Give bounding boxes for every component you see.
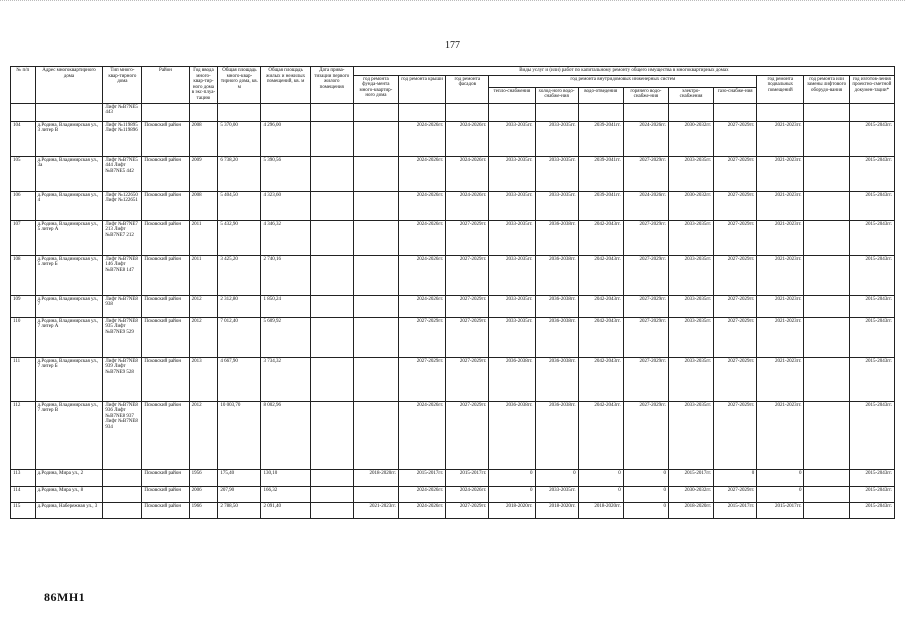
cell-found bbox=[353, 295, 398, 317]
cell-address: д.Родина, Владимирская ул., 4 bbox=[35, 191, 103, 220]
cell-sewer: 2018-2020гг. bbox=[578, 502, 623, 518]
cell-total: 4 667,90 bbox=[218, 357, 261, 401]
cell-lift bbox=[804, 486, 849, 502]
cell-district: Псковский район bbox=[142, 156, 189, 191]
cell-proj: 2015-2043гг. bbox=[849, 469, 894, 486]
table-row bbox=[11, 317, 895, 357]
cell-gas: 2027-2029гг. bbox=[714, 220, 757, 255]
table-row bbox=[11, 401, 895, 469]
table-body bbox=[11, 103, 895, 518]
page-number: 177 bbox=[445, 40, 460, 51]
table-row bbox=[11, 486, 895, 502]
cell-base: 2021-2023гг. bbox=[757, 357, 804, 401]
cell-priv bbox=[310, 255, 353, 295]
cell-roof: 2024-2026гг. bbox=[398, 156, 445, 191]
cell-district: Псковский район bbox=[142, 255, 189, 295]
header-foundation: год ремонта фунда-мента много-квартир-ного дома bbox=[353, 75, 398, 103]
cell-hot: 0 bbox=[623, 486, 668, 502]
cell-found: 2021-2023гг. bbox=[353, 502, 398, 518]
cell-num: 111 bbox=[11, 357, 36, 401]
cell-elec: 2033-2035гг. bbox=[668, 220, 713, 255]
cell-heat: 2033-2035гг. bbox=[489, 156, 535, 191]
header-project: год изготов-ления проектно-сметной докумен-тации* bbox=[849, 75, 894, 103]
cell-priv bbox=[310, 220, 353, 255]
cell-address: д.Родина, Владимирская ул., 5 литер Б bbox=[35, 255, 103, 295]
cell-living: 2 091,40 bbox=[261, 502, 310, 518]
cell-elec: 2033-2035гг. bbox=[668, 401, 713, 469]
header-district: Район bbox=[142, 67, 189, 104]
cell-priv bbox=[310, 357, 353, 401]
table-row bbox=[11, 295, 895, 317]
header-electricity: электро-снабжения bbox=[668, 87, 713, 103]
cell-living: 5 390,56 bbox=[261, 156, 310, 191]
header-type: Тип много-квар-тирного дома bbox=[103, 67, 142, 104]
cell-heat: 2033-2035гг. bbox=[489, 191, 535, 220]
cell-sewer: 2039-2041гг. bbox=[578, 156, 623, 191]
header-year: Год ввода много-квар-тир-ного дома в экс-плуа-тацию bbox=[189, 67, 218, 104]
cell-sewer: 2042-2043гг. bbox=[578, 357, 623, 401]
cell-gas: 2027-2029гг. bbox=[714, 295, 757, 317]
cell-num: 113 bbox=[11, 469, 36, 486]
header-group-title: Виды услуг и (или) работ по капитальному ремонту общего имущества в многоквартирных домах bbox=[353, 67, 894, 76]
cell-lift bbox=[804, 156, 849, 191]
cell-district: Псковский район bbox=[142, 220, 189, 255]
cell-priv bbox=[310, 401, 353, 469]
cell-total: 2 312,80 bbox=[218, 295, 261, 317]
cell-cold: 2036-2038гг. bbox=[535, 220, 578, 255]
cell-proj: 2015-2043гг. bbox=[849, 486, 894, 502]
cell-found bbox=[353, 486, 398, 502]
cell-cold: 2033-2035гг. bbox=[535, 121, 578, 156]
cell-year: 1956 bbox=[189, 469, 218, 486]
cell-lift bbox=[804, 295, 849, 317]
cell-priv bbox=[310, 469, 353, 486]
cell-type: Лифт №В7NЕ5 444 Лифт №В7NЕ5 442 bbox=[103, 156, 142, 191]
cell-lift bbox=[804, 255, 849, 295]
cell-living: 4 346,32 bbox=[261, 220, 310, 255]
cell-roof: 2027-2029гг. bbox=[398, 317, 445, 357]
header-num: № п/п bbox=[11, 67, 36, 104]
cell-district: Псковский район bbox=[142, 121, 189, 156]
header-heat: тепло-снабжения bbox=[489, 87, 535, 103]
cell-year: 2009 bbox=[189, 156, 218, 191]
cell-hot: 2027-2029гг. bbox=[623, 357, 668, 401]
cell-sewer: 2042-2043гг. bbox=[578, 401, 623, 469]
cell-year: 2006 bbox=[189, 486, 218, 502]
cell-cold: 2033-2035гг. bbox=[535, 156, 578, 191]
cell-gas: 0 bbox=[714, 469, 757, 486]
cell-hot: 2024-2026гг. bbox=[623, 121, 668, 156]
cell-lift bbox=[804, 357, 849, 401]
cell-total: 3 425,20 bbox=[218, 255, 261, 295]
cell-cold: 2036-2038гг. bbox=[535, 401, 578, 469]
cell-living: 166,32 bbox=[261, 486, 310, 502]
cell-year: 2012 bbox=[189, 317, 218, 357]
cell-roof: 2024-2026гг. bbox=[398, 502, 445, 518]
cell-facade: 2027-2029гг. bbox=[446, 295, 489, 317]
cell-num: 106 bbox=[11, 191, 36, 220]
cell-year: 2012 bbox=[189, 295, 218, 317]
cell-base: 2015-2017гг. bbox=[757, 502, 804, 518]
cell-facade: 2027-2029гг. bbox=[446, 357, 489, 401]
cell-hot: 2027-2029гг. bbox=[623, 156, 668, 191]
cell-heat: 2036-2038гг. bbox=[489, 357, 535, 401]
cell-lift bbox=[804, 317, 849, 357]
cell-roof: 2024-2026гг. bbox=[398, 401, 445, 469]
cell-living: 1 850,24 bbox=[261, 295, 310, 317]
cell-district: Псковский район bbox=[142, 469, 189, 486]
document-code: 86МН1 bbox=[44, 590, 86, 604]
table-row bbox=[11, 469, 895, 486]
cell-roof: 2027-2029гг. bbox=[398, 357, 445, 401]
capital-repair-table bbox=[10, 66, 895, 519]
cell-heat: 2033-2035гг. bbox=[489, 317, 535, 357]
cell-address: д.Родина, Владимирская ул., 5 литер А bbox=[35, 220, 103, 255]
cell-heat: 2018-2020гг. bbox=[489, 502, 535, 518]
cell-hot: 2027-2029гг. bbox=[623, 401, 668, 469]
cell-num: 112 bbox=[11, 401, 36, 469]
cell-base: 0 bbox=[757, 486, 804, 502]
cell-sewer: 2042-2043гг. bbox=[578, 317, 623, 357]
cell-proj: 2015-2043гг. bbox=[849, 357, 894, 401]
cell-year: 2012 bbox=[189, 401, 218, 469]
cell-elec: 2033-2035гг. bbox=[668, 317, 713, 357]
cell-type bbox=[103, 469, 142, 486]
cell-district: Псковский район bbox=[142, 486, 189, 502]
cell-total: 6 738,20 bbox=[218, 156, 261, 191]
cell-cold: 2033-2035гг. bbox=[535, 191, 578, 220]
cell-total: 175,40 bbox=[218, 469, 261, 486]
cell-cold: 2036-2038гг. bbox=[535, 295, 578, 317]
cell-year: 2011 bbox=[189, 255, 218, 295]
cell-base: 0 bbox=[757, 469, 804, 486]
cell-type bbox=[103, 486, 142, 502]
cell-base: 2021-2023гг. bbox=[757, 317, 804, 357]
cell-district: Псковский район bbox=[142, 401, 189, 469]
cell-proj: 2015-2043гг. bbox=[849, 502, 894, 518]
cell-elec: 2015-2017гг. bbox=[668, 469, 713, 486]
cell-type: Лифт №В7NЕ8 935 Лифт №В7NЕ9 529 bbox=[103, 317, 142, 357]
cell-address: д.Родина, Владимирская ул., 3а bbox=[35, 156, 103, 191]
cell-gas: 2027-2029гг. bbox=[714, 317, 757, 357]
header-lift: год ремонта или замены лифтового оборудо-вания bbox=[804, 75, 849, 103]
cell-roof: 2024-2026гг. bbox=[398, 220, 445, 255]
header-roof: год ремонта крыши bbox=[398, 75, 445, 103]
cell-address: д.Родина, Мира ул., 8 bbox=[35, 486, 103, 502]
cell-base: 2021-2023гг. bbox=[757, 295, 804, 317]
cell-hot: 2027-2029гг. bbox=[623, 220, 668, 255]
cell-sewer: 0 bbox=[578, 469, 623, 486]
cell-district: Псковский район bbox=[142, 295, 189, 317]
header-row-1 bbox=[11, 67, 895, 76]
cell-total: 207,90 bbox=[218, 486, 261, 502]
cell-address: д.Родина, Мира ул., 2 bbox=[35, 469, 103, 486]
cell-address: д.Родина, Владимирская ул., 7 литер А bbox=[35, 317, 103, 357]
cell-proj: 2015-2043гг. bbox=[849, 121, 894, 156]
cell-priv bbox=[310, 191, 353, 220]
cell-num: 110 bbox=[11, 317, 36, 357]
cell-lift bbox=[804, 191, 849, 220]
cell-cold: 2033-2035гг. bbox=[535, 486, 578, 502]
cell-district: Псковский район bbox=[142, 317, 189, 357]
cell-found bbox=[353, 121, 398, 156]
cell-base: 2021-2023гг. bbox=[757, 255, 804, 295]
header-facade: год ремонта фасадов bbox=[446, 75, 489, 103]
table-row bbox=[11, 156, 895, 191]
cell-num: 114 bbox=[11, 486, 36, 502]
cell-year: 2011 bbox=[189, 220, 218, 255]
cell-elec: 2030-2032гг. bbox=[668, 191, 713, 220]
cell-address: д.Родина, Владимирская ул., 7 литер В bbox=[35, 401, 103, 469]
continuation-type: Лифт №В7NЕ5 443 bbox=[103, 103, 142, 121]
cell-elec: 2033-2035гг. bbox=[668, 357, 713, 401]
cell-roof: 2024-2026гг. bbox=[398, 255, 445, 295]
cell-heat: 2033-2035гг. bbox=[489, 121, 535, 156]
cell-elec: 2033-2035гг. bbox=[668, 295, 713, 317]
header-total-area: Общая площадь много-квар-тирного дома, кв. м bbox=[218, 67, 261, 104]
cell-sewer: 0 bbox=[578, 486, 623, 502]
cell-proj: 2015-2043гг. bbox=[849, 220, 894, 255]
cell-priv bbox=[310, 121, 353, 156]
cell-hot: 2027-2029гг. bbox=[623, 255, 668, 295]
cell-found bbox=[353, 255, 398, 295]
cell-year: 2008 bbox=[189, 191, 218, 220]
cell-found bbox=[353, 220, 398, 255]
cell-cold: 0 bbox=[535, 469, 578, 486]
cell-roof: 2015-2017гг. bbox=[398, 469, 445, 486]
cell-hot: 2027-2029гг. bbox=[623, 317, 668, 357]
cell-elec: 2033-2035гг. bbox=[668, 255, 713, 295]
cell-proj: 2015-2043гг. bbox=[849, 191, 894, 220]
cell-cold: 2036-2038гг. bbox=[535, 357, 578, 401]
cell-hot: 2027-2029гг. bbox=[623, 295, 668, 317]
cell-found bbox=[353, 191, 398, 220]
cell-year: 2013 bbox=[189, 357, 218, 401]
cell-lift bbox=[804, 502, 849, 518]
header-gas: газо-снабже-ния bbox=[714, 87, 757, 103]
cell-gas: 2027-2029гг. bbox=[714, 401, 757, 469]
table-row bbox=[11, 191, 895, 220]
cell-num: 107 bbox=[11, 220, 36, 255]
cell-gas: 2027-2029гг. bbox=[714, 255, 757, 295]
cell-proj: 2015-2043гг. bbox=[849, 317, 894, 357]
cell-gas: 2015-2017гг. bbox=[714, 502, 757, 518]
cell-num: 108 bbox=[11, 255, 36, 295]
cell-priv bbox=[310, 486, 353, 502]
cell-base: 2021-2023гг. bbox=[757, 191, 804, 220]
cell-elec: 2030-2032гг. bbox=[668, 486, 713, 502]
cell-facade: 2027-2029гг. bbox=[446, 255, 489, 295]
table-row bbox=[11, 502, 895, 518]
cell-heat: 0 bbox=[489, 486, 535, 502]
scan-edge bbox=[0, 0, 905, 5]
header-basement: год ремонта подвальных помещений bbox=[757, 75, 804, 103]
continuation-row bbox=[11, 103, 895, 121]
cell-hot: 0 bbox=[623, 469, 668, 486]
table-row bbox=[11, 220, 895, 255]
cell-address: д.Родина, Владимирская ул., 7 литер Б bbox=[35, 357, 103, 401]
cell-living: 3 734,32 bbox=[261, 357, 310, 401]
cell-total: 2 788,50 bbox=[218, 502, 261, 518]
cell-type: Лифт №В7NЕ8 939 Лифт №В7NЕ9 528 bbox=[103, 357, 142, 401]
cell-lift bbox=[804, 469, 849, 486]
cell-address: д.Родина, Владимирская ул., 3 литер В bbox=[35, 121, 103, 156]
cell-num: 104 bbox=[11, 121, 36, 156]
cell-facade: 2015-2017гг. bbox=[446, 469, 489, 486]
cell-elec: 2018-2020гг. bbox=[668, 502, 713, 518]
cell-sewer: 2042-2043гг. bbox=[578, 255, 623, 295]
cell-heat: 2033-2035гг. bbox=[489, 220, 535, 255]
cell-found bbox=[353, 156, 398, 191]
cell-roof: 2024-2026гг. bbox=[398, 295, 445, 317]
cell-type: Лифт №В7NЕ8 146 Лифт №В7NЕ8 147 bbox=[103, 255, 142, 295]
cell-base: 2021-2023гг. bbox=[757, 401, 804, 469]
cell-found bbox=[353, 401, 398, 469]
cell-proj: 2015-2043гг. bbox=[849, 156, 894, 191]
cell-facade: 2027-2029гг. bbox=[446, 401, 489, 469]
cell-type: Лифт №В7NЕ8 936 Лифт №В7NЕ8 937 Лифт №В7NЕ8 934 bbox=[103, 401, 142, 469]
cell-living: 4 323,60 bbox=[261, 191, 310, 220]
cell-facade: 2027-2029гг. bbox=[446, 220, 489, 255]
cell-cold: 2018-2020гг. bbox=[535, 502, 578, 518]
cell-lift bbox=[804, 401, 849, 469]
cell-base: 2021-2023гг. bbox=[757, 121, 804, 156]
cell-heat: 0 bbox=[489, 469, 535, 486]
cell-total: 5 432,90 bbox=[218, 220, 261, 255]
cell-total: 5 370,00 bbox=[218, 121, 261, 156]
cell-heat: 2033-2035гг. bbox=[489, 255, 535, 295]
header-address: Адрес многоквартирного дома bbox=[35, 67, 103, 104]
cell-address: д.Родина, Владимирская ул., 7 bbox=[35, 295, 103, 317]
cell-base: 2021-2023гг. bbox=[757, 220, 804, 255]
cell-lift bbox=[804, 121, 849, 156]
cell-total: 7 012,40 bbox=[218, 317, 261, 357]
cell-num: 109 bbox=[11, 295, 36, 317]
cell-proj: 2015-2043гг. bbox=[849, 401, 894, 469]
cell-base: 2021-2023гг. bbox=[757, 156, 804, 191]
cell-type: Лифт №В7NЕ8 938 bbox=[103, 295, 142, 317]
cell-living: 8 002,96 bbox=[261, 401, 310, 469]
cell-living: 5 609,92 bbox=[261, 317, 310, 357]
cell-facade: 2024-2026гг. bbox=[446, 121, 489, 156]
cell-facade: 2027-2029гг. bbox=[446, 317, 489, 357]
cell-sewer: 2039-2041гг. bbox=[578, 191, 623, 220]
cell-total: 5 404,50 bbox=[218, 191, 261, 220]
cell-living: 2 740,16 bbox=[261, 255, 310, 295]
cell-facade: 2024-2026гг. bbox=[446, 486, 489, 502]
cell-gas: 2027-2029гг. bbox=[714, 156, 757, 191]
cell-lift bbox=[804, 220, 849, 255]
cell-priv bbox=[310, 156, 353, 191]
header-hot-water: горячего водо-снабже-ния bbox=[623, 87, 668, 103]
table-row bbox=[11, 255, 895, 295]
cell-hot: 2024-2026гг. bbox=[623, 191, 668, 220]
cell-sewer: 2039-2041гг. bbox=[578, 121, 623, 156]
cell-roof: 2024-2026гг. bbox=[398, 121, 445, 156]
cell-district: Псковский район bbox=[142, 357, 189, 401]
cell-facade: 2027-2029гг. bbox=[446, 502, 489, 518]
header-sewer: водо-отведения bbox=[578, 87, 623, 103]
cell-proj: 2015-2043гг. bbox=[849, 255, 894, 295]
cell-elec: 2033-2035гг. bbox=[668, 156, 713, 191]
cell-priv bbox=[310, 502, 353, 518]
cell-year: 1966 bbox=[189, 502, 218, 518]
cell-type: Лифт №122650 Лифт №122651 bbox=[103, 191, 142, 220]
cell-found: 2018-2020гг. bbox=[353, 469, 398, 486]
cell-roof: 2024-2026гг. bbox=[398, 486, 445, 502]
cell-gas: 2027-2029гг. bbox=[714, 357, 757, 401]
cell-type bbox=[103, 502, 142, 518]
cell-found bbox=[353, 317, 398, 357]
cell-elec: 2030-2032гг. bbox=[668, 121, 713, 156]
cell-year: 2008 bbox=[189, 121, 218, 156]
cell-roof: 2024-2026гг. bbox=[398, 191, 445, 220]
cell-total: 10 003,70 bbox=[218, 401, 261, 469]
cell-hot: 0 bbox=[623, 502, 668, 518]
cell-facade: 2024-2026гг. bbox=[446, 156, 489, 191]
cell-type: Лифт №В7NЕ7 213 Лифт №В7NЕ7 212 bbox=[103, 220, 142, 255]
header-living-area: Общая площадь жилых и нежилых помещений, кв. м bbox=[261, 67, 310, 104]
cell-gas: 2027-2029гг. bbox=[714, 486, 757, 502]
cell-gas: 2027-2029гг. bbox=[714, 121, 757, 156]
header-privatization: Дата прива-тизации первого жилого помещения bbox=[310, 67, 353, 104]
cell-priv bbox=[310, 317, 353, 357]
cell-facade: 2024-2026гг. bbox=[446, 191, 489, 220]
cell-priv bbox=[310, 295, 353, 317]
table-row bbox=[11, 357, 895, 401]
cell-proj: 2015-2043гг. bbox=[849, 295, 894, 317]
cell-heat: 2033-2035гг. bbox=[489, 295, 535, 317]
cell-cold: 2036-2038гг. bbox=[535, 255, 578, 295]
cell-district: Псковский район bbox=[142, 191, 189, 220]
header-systems-group: год ремонта внутридомовых инженерных систем bbox=[489, 75, 757, 87]
cell-num: 115 bbox=[11, 502, 36, 518]
cell-type: Лифт №119895 Лифт №119896 bbox=[103, 121, 142, 156]
cell-cold: 2036-2038гг. bbox=[535, 317, 578, 357]
cell-living: 4 296,00 bbox=[261, 121, 310, 156]
cell-found bbox=[353, 357, 398, 401]
header-cold-water: холод-ного водо-снабже-ния bbox=[535, 87, 578, 103]
cell-gas: 2027-2029гг. bbox=[714, 191, 757, 220]
cell-living: 130,10 bbox=[261, 469, 310, 486]
cell-heat: 2036-2038гг. bbox=[489, 401, 535, 469]
cell-district: Псковский район bbox=[142, 502, 189, 518]
cell-sewer: 2042-2043гг. bbox=[578, 220, 623, 255]
table-row bbox=[11, 121, 895, 156]
cell-address: д.Родина, Набережная ул., 3 bbox=[35, 502, 103, 518]
cell-num: 105 bbox=[11, 156, 36, 191]
cell-sewer: 2042-2043гг. bbox=[578, 295, 623, 317]
